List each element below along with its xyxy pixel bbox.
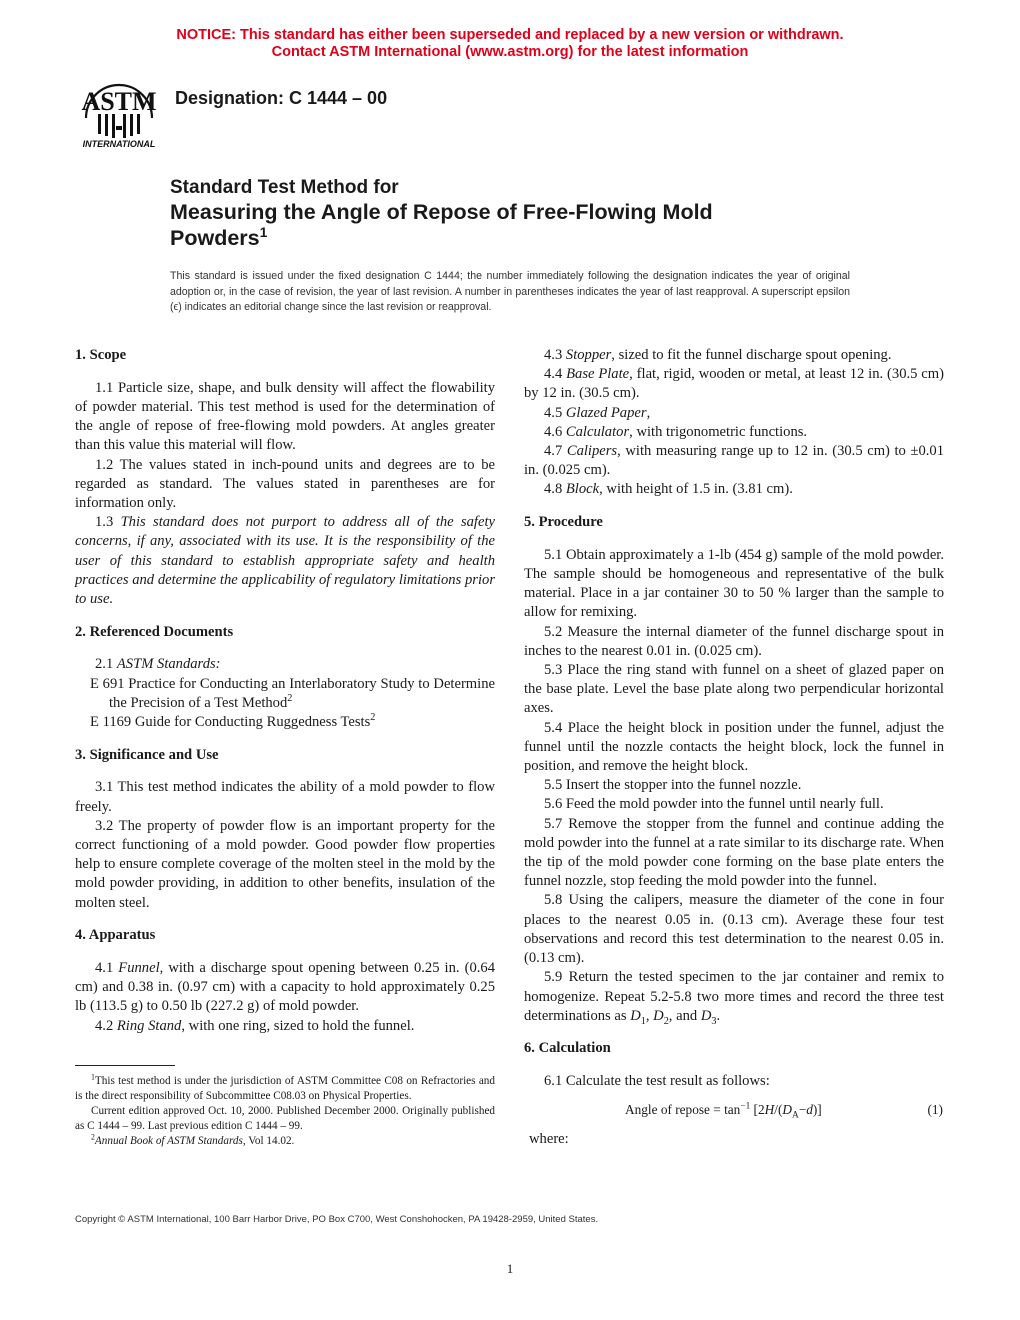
paragraph-5-6: 5.6 Feed the mold powder into the funnel until nearly full. (544, 796, 884, 813)
var-d2-sub: 2 (663, 1015, 669, 1027)
paragraph-2-1-text: ASTM Standards: (116, 656, 221, 673)
reference-e1169-sup: 2 (370, 712, 376, 724)
paragraph-2-1-num: 2.1 (95, 656, 117, 673)
notice-line-2: Contact ASTM International (www.astm.org) for the latest information (271, 44, 749, 60)
paragraph-4-1-num: 4.1 (95, 959, 119, 976)
equation-number: (1) (927, 1102, 943, 1117)
paragraph-4-4-term: Base Plate (566, 366, 630, 383)
footnote-2 (75, 1134, 495, 1149)
paragraph-4-3-num: 4.3 (544, 347, 566, 363)
paragraph-4-8-term: Block (565, 481, 600, 498)
eq-lhs: Angle of repose = tan (625, 1102, 741, 1117)
sep-1: , (645, 1007, 654, 1024)
paragraph-4-4 (524, 365, 944, 403)
footnote-1-marker: 1 (91, 1072, 95, 1082)
paragraph-5-9-text: 5.9 Return the tested specimen to the jar container and remix to homogenize. Repeat 5.2-5.8 two more times and record the three test determinations as (524, 969, 944, 1024)
paragraph-4-2-num: 4.2 (95, 1017, 117, 1034)
designation: Designation: C 1444 – 00 (175, 88, 388, 108)
paragraph-1-3-text: This standard does not purport to address all of the safety concerns, if any, associated with its use. It is the responsibility of the user of this standard to establish appropriate safety and health practices and determine the applicability of regulatory limitations prior to use. (75, 514, 495, 607)
title-line-3-text: Powders (170, 226, 260, 250)
paragraph-4-7-text: , with measuring range up to 12 in. (30.5 cm) to ±0.01 in. (0.025 cm). (524, 443, 945, 479)
notice-line-1: NOTICE: This standard has either been superseded and replaced by a new version or withdrawn. (176, 27, 844, 43)
paragraph-4-6-text: , with trigonometric functions. (629, 423, 808, 440)
section-heading-significance: 3. Significance and Use (75, 746, 219, 763)
paragraph-4-5-num: 4.5 (544, 404, 566, 421)
var-d1: D (630, 1007, 641, 1024)
astm-logo-icon (76, 74, 162, 150)
section-heading-refdocs: 2. Referenced Documents (75, 623, 234, 640)
paragraph-1-1: 1.1 Particle size, shape, and bulk density will affect the flowability of powder material. This test method is used for the determination of the angle of repose of free-flowing mold powders. At angles greater than this value this material will flow. (75, 379, 495, 454)
paragraph-4-4-text: , flat, rigid, wooden or metal, at least 12 in. (30.5 cm) by 12 in. (30.5 cm). (524, 366, 944, 402)
sep-end: . (716, 1007, 721, 1024)
reference-e691-text: E 691 Practice for Conducting an Interlaboratory Study to Determine the Precision of a Test Method (90, 675, 495, 711)
paragraph-5-9 (524, 968, 944, 1026)
copyright: Copyright © ASTM International, 100 Barr Harbor Drive, PO Box C700, West Conshohocken, PA 19428-2959, United States. (75, 1214, 599, 1225)
paragraph-1-3 (75, 513, 495, 609)
paragraph-4-1 (75, 959, 495, 1017)
notice-banner (0, 27, 1020, 61)
equation-expression (625, 1101, 822, 1119)
reference-e691-sup: 2 (287, 692, 293, 704)
eq-h: H (764, 1102, 775, 1117)
paragraph-4-5-term: Glazed Paper (565, 404, 647, 421)
paragraph-5-4: 5.4 Place the height block in position under the funnel, adjust the funnel until the nozzle contacts the height block, lock the funnel in position, and remove the height block. (524, 719, 944, 775)
eq-d: D (782, 1102, 792, 1117)
paragraph-4-3 (524, 346, 944, 365)
paragraph-4-6-num: 4.6 (544, 423, 566, 440)
title-line-1: Standard Test Method for (170, 177, 399, 198)
paragraph-5-2: 5.2 Measure the internal diameter of the funnel discharge spout in inches to the nearest 0.01 in. (0.025 cm). (524, 623, 944, 659)
issuance-note: This standard is issued under the fixed designation C 1444; the number immediately following the designation indicates the year of original adoption or, in the case of revision, the year of last revision. A number in parentheses indicates the year of last reapproval. A superscript epsilon (ϵ) indicates an editorial change since the last revision or reapproval. (170, 270, 850, 313)
paragraph-4-2-term: Ring Stand (116, 1017, 182, 1034)
paragraph-6-1: 6.1 Calculate the test result as follows: (544, 1073, 770, 1090)
paragraph-4-5 (524, 404, 944, 423)
logo-subtext: INTERNATIONAL (82, 139, 156, 149)
logo-text: ASTM (81, 87, 157, 116)
eq-mid: /( (774, 1102, 783, 1117)
page-number: 1 (506, 1261, 514, 1276)
paragraph-5-1: 5.1 Obtain approximately a 1-lb (454 g) sample of the mold powder. The sample should be homogeneous and representative of the bulk material. Place in a jar container 30 to 50 % larger than the sample to allow for remixing. (524, 546, 944, 621)
title-line-3 (170, 225, 713, 251)
reference-e1169 (75, 713, 495, 732)
paragraph-4-5-text: , (646, 404, 651, 421)
footnote-2-title: Annual Book of ASTM Standards (94, 1135, 243, 1147)
reference-e691 (75, 675, 495, 713)
paragraph-1-2: 1.2 The values stated in inch-pound units and degrees are to be regarded as standard. The values stated in parentheses are for information only. (75, 456, 495, 511)
paragraph-5-5: 5.5 Insert the stopper into the funnel nozzle. (544, 777, 802, 794)
eq-sub: A (791, 1110, 799, 1121)
paragraph-3-1: 3.1 This test method indicates the ability of a mold powder to flow freely. (75, 779, 495, 815)
sep-2: , and (668, 1007, 701, 1024)
paragraph-4-7-num: 4.7 (544, 443, 567, 460)
paragraph-4-8 (524, 480, 944, 499)
paragraph-4-8-num: 4.8 (544, 481, 566, 498)
footnote-rule (75, 1065, 175, 1066)
paragraph-4-3-term: Stopper (565, 347, 612, 363)
paragraph-4-1-text: , with a discharge spout opening between 0.25 in. (0.64 cm) and 0.38 in. (0.97 cm) with a capacity to hold approximately 0.25 lb (113.5 g) to 0.50 lb (227.2 g) of mold powder. (75, 959, 495, 1015)
paragraph-4-6 (524, 423, 944, 442)
var-d3: D (700, 1007, 712, 1024)
paragraph-4-1-term: Funnel (118, 959, 160, 976)
footnote-2-marker: 2 (91, 1132, 95, 1142)
paragraph-4-4-num: 4.4 (544, 366, 567, 383)
paragraph-5-8: 5.8 Using the calipers, measure the diameter of the cone in four places to the nearest 0.05 in. (0.13 cm). Average these four test observations and record this test determination to the nearest 0.05 in. (0.13 cm). (524, 892, 944, 967)
document-title (170, 176, 713, 251)
eq-sup: −1 (740, 1101, 751, 1112)
where-label: where: (529, 1131, 569, 1147)
title-line-2: Measuring the Angle of Repose of Free-Flowing Mold (170, 200, 713, 224)
paragraph-4-2-text: , with one ring, sized to hold the funnel. (181, 1017, 415, 1034)
eq-open: [2 (750, 1102, 765, 1117)
eq-minus: − (798, 1102, 807, 1117)
section-heading-calculation: 6. Calculation (524, 1040, 611, 1057)
paragraph-4-8-text: , with height of 1.5 in. (3.81 cm). (599, 481, 793, 498)
footnotes (75, 1074, 495, 1149)
paragraph-4-7-term: Calipers (566, 443, 618, 460)
eq-close: )] (812, 1102, 822, 1117)
var-d1-sub: 1 (640, 1015, 646, 1027)
eq-dd: d (806, 1102, 813, 1117)
footnote-1-text: This test method is under the jurisdiction of ASTM Committee C08 on Refractories and is the direct responsibility of Subcommittee C08.03 on Physical Properties. (75, 1075, 495, 1102)
section-heading-procedure: 5. Procedure (524, 514, 603, 531)
footnote-1 (75, 1074, 495, 1104)
var-d3-sub: 3 (711, 1015, 717, 1027)
section-heading-apparatus: 4. Apparatus (75, 927, 156, 944)
paragraph-5-7: 5.7 Remove the stopper from the funnel and continue adding the mold powder into the funnel at a rate similar to its discharge rate. When the tip of the mold powder cone forming on the base plate enters the funnel nozzle, stop feeding the mold powder into the funnel. (524, 815, 944, 890)
reference-e1169-text: E 1169 Guide for Conducting Ruggedness Tests (90, 713, 371, 730)
paragraph-5-3: 5.3 Place the ring stand with funnel on a sheet of glazed paper on the base plate. Level the base plate along two perpendicular horizontal axes. (524, 662, 944, 717)
title-footnote-ref: 1 (259, 223, 268, 240)
paragraph-4-7 (524, 442, 944, 480)
paragraph-2-1 (75, 655, 495, 674)
section-heading-scope: 1. Scope (75, 347, 127, 363)
paragraph-1-3-num: 1.3 (95, 514, 121, 531)
footnote-1b: Current edition approved Oct. 10, 2000. Published December 2000. Originally published as C 1444 – 99. Last previous edition C 1444 – 99. (75, 1105, 495, 1132)
paragraph-4-3-text: , sized to fit the funnel discharge spout opening. (611, 347, 892, 363)
left-column (75, 346, 495, 1036)
paragraph-3-2: 3.2 The property of powder flow is an important property for the correct functioning of a mold powder. Good powder flow properties help to ensure complete coverage of the molten steel in the mold by the mold powder providing, in addition to other benefits, insulation of the molten steel. (75, 817, 495, 911)
footnote-2-text: , Vol 14.02. (242, 1135, 295, 1147)
paragraph-4-6-term: Calculator (565, 423, 630, 440)
paragraph-4-2 (75, 1017, 495, 1036)
var-d2: D (653, 1007, 664, 1024)
right-column (524, 346, 944, 1091)
